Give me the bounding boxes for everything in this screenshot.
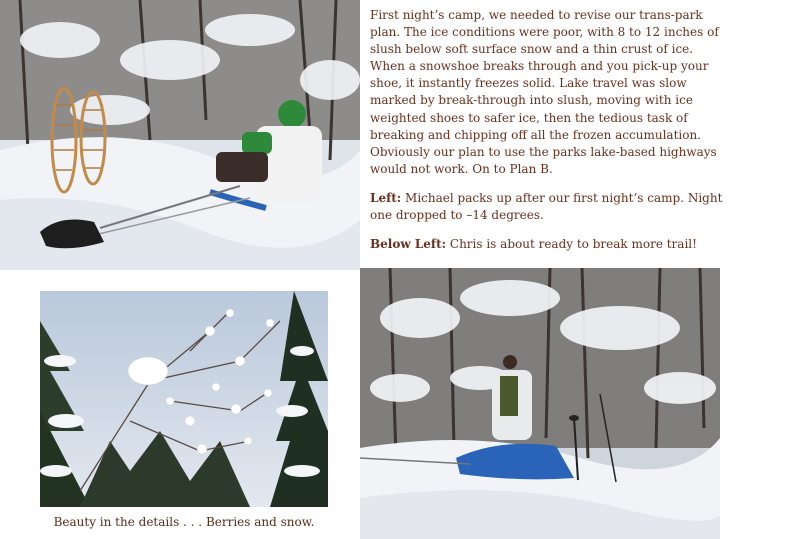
story-text xyxy=(370,7,730,265)
berries-photo xyxy=(40,291,328,507)
below-left-caption-paragraph xyxy=(370,236,730,253)
left-caption-text: Michael packs up after our first night’s camp. Night one dropped to –14 degrees. xyxy=(370,190,723,223)
left-caption-paragraph xyxy=(370,190,730,224)
chris-photo xyxy=(360,268,720,539)
intro-paragraph: First night’s camp, we needed to revise our trans-park plan. The ice conditions were poor, with 8 to 12 inches of slush below soft surface snow and a thin crust of ice. When a snowshoe breaks through and you pick-up your shoe, it instantly freezes solid. Lake travel was slow marked by break-through into slush, moving with ice weighted shoes to safer ice, then the tedious task of breaking and chipping off all the frozen accumulation. Obviously our plan to use the parks lake-based highways would not work. On to Plan B. xyxy=(370,8,719,176)
left-label: Left: xyxy=(370,190,402,205)
berries-caption: Beauty in the details . . . Berries and snow. xyxy=(53,515,315,529)
below-left-caption-text: Chris is about ready to break more trail! xyxy=(449,237,697,252)
camp-photo xyxy=(0,0,360,270)
below-left-label: Below Left: xyxy=(370,237,447,252)
